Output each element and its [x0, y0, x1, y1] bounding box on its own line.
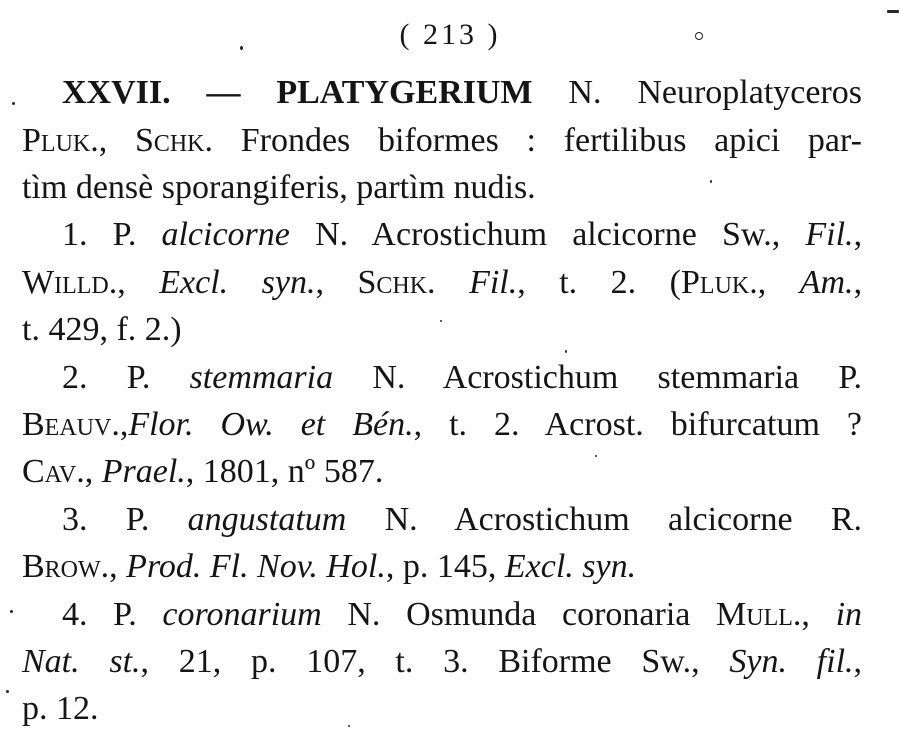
species-1-author: N.: [315, 216, 349, 253]
species-3-page: p. 145,: [402, 548, 497, 585]
author-brow: Brow.: [22, 548, 110, 585]
genus-description-line-1: Pluk., Schk. Frondes biformes : fertilibus apici par-: [22, 122, 862, 159]
species-3-genus: P.: [125, 501, 150, 538]
species-1-synonym: Acrostichum alcicorne Sw.,: [371, 216, 781, 253]
species-3-prodromus: Prod. Fl. Nov. Hol.: [126, 548, 386, 585]
species-1-schk-fil: Fil.: [469, 264, 518, 301]
genus-description-text: Frondes biformes : fertilibus apici par-: [240, 122, 862, 159]
species-1-line-2: Willd., Excl. syn., Schk. Fil., t. 2. (Pluk., Am.,: [22, 264, 863, 301]
species-4-line-3: p. 12.: [22, 690, 99, 727]
author-mull: Mull.: [716, 596, 802, 633]
species-3-line-1: [62, 500, 862, 540]
species-1-epithet: alcicorne: [161, 216, 290, 253]
species-2-synonym-2: Acrost. bifurcatum ?: [544, 406, 862, 443]
author-schk: Schk.: [357, 264, 436, 301]
ink-speck: [12, 102, 15, 105]
genus-heading: [62, 73, 862, 113]
ink-speck: [10, 610, 13, 613]
genus-name: PLATYGERIUM: [276, 74, 533, 111]
species-4-in: in: [835, 596, 863, 633]
species-4-synonym: Osmunda coronaria: [406, 596, 691, 633]
species-4-nat-st: Nat. st.: [22, 643, 141, 680]
species-2-year: 1801, nº 587.: [202, 453, 384, 490]
author-cav: Cav.: [22, 453, 85, 490]
genus-dash: —: [206, 74, 241, 111]
species-3-line-2: Brow., Prod. Fl. Nov. Hol., p. 145, Excl. syn.: [22, 548, 637, 585]
species-2-epithet: stemmaria: [189, 359, 334, 396]
ink-speck: [440, 320, 442, 322]
genus-author: N.: [568, 74, 602, 111]
genus-numeral: XXVII.: [62, 74, 171, 111]
species-4-epithet: coronarium: [162, 596, 322, 633]
species-4-line-1: 4. P. coronarium N. Osmunda coronaria Mull., in: [62, 596, 863, 633]
ink-speck: [710, 180, 712, 183]
species-4-details: 21, p. 107, t. 3. Biforme Sw.,: [178, 643, 700, 680]
species-3-author: N.: [384, 501, 418, 538]
genus-description-line-2: tìm densè sporangiferis, partìm nudis.: [22, 169, 536, 206]
species-2-number: 2.: [62, 359, 88, 396]
species-1-plate: t. 2.: [559, 264, 637, 301]
species-4-author: N.: [347, 596, 381, 633]
species-1-number: 1.: [62, 216, 88, 253]
genus-synonym-name: Neuroplatyceros: [637, 74, 863, 111]
species-1-ref-fil: Fil.: [805, 216, 854, 253]
species-2-prael: Prael.: [101, 453, 186, 490]
ink-speck: [6, 690, 9, 693]
open-paren: (: [669, 264, 681, 301]
species-2-genus: P.: [126, 359, 151, 396]
species-4-line-2: Nat. st., 21, p. 107, t. 3. Biforme Sw., Syn. fil.,: [22, 643, 863, 680]
species-1-excl-syn: Excl. syn.: [159, 264, 316, 301]
species-1-line-1: 1. P. alcicorne N. Acrostichum alcicorne Sw., Fil.,: [62, 216, 863, 253]
author-willd: Willd.: [22, 264, 118, 301]
ink-speck: [348, 725, 350, 727]
species-4-genus: P.: [113, 596, 137, 633]
species-1-am: Am.: [799, 264, 854, 301]
species-3-number: 3.: [62, 501, 88, 538]
species-4-syn-fil: Syn. fil.: [729, 643, 854, 680]
species-2-line-1: [62, 358, 862, 398]
species-1-line-3: t. 429, f. 2.): [22, 311, 182, 348]
species-3-synonym: Acrostichum alcicorne R.: [454, 501, 862, 538]
species-3-epithet: angustatum: [187, 501, 347, 538]
species-3-excl-syn: Excl. syn.: [504, 548, 637, 585]
species-2-line-3: Cav., Prael., 1801, nº 587.: [22, 453, 384, 490]
species-2-flora: Flor. Ow. et Bén.: [128, 406, 414, 443]
ink-speck: [595, 455, 597, 457]
species-2-synonym: Acrostichum stemmaria P.: [442, 359, 862, 396]
species-2-plate: t. 2.: [449, 406, 520, 443]
author-beauv: Beauv.: [22, 406, 120, 443]
page-number: ( 213 ): [399, 18, 501, 51]
species-2-line-2: Beauv.,Flor. Ow. et Bén., t. 2. Acrost. bifurcatum ?: [22, 406, 862, 443]
species-1-genus: P.: [112, 216, 137, 253]
ink-speck: [565, 350, 567, 353]
author-pluk: Pluk.: [22, 122, 99, 159]
ink-speck: [887, 10, 899, 13]
species-4-number: 4.: [62, 596, 88, 633]
author-schk: Schk.: [134, 122, 214, 159]
author-pluk: Pluk.: [681, 264, 758, 301]
species-2-author: N.: [372, 359, 406, 396]
